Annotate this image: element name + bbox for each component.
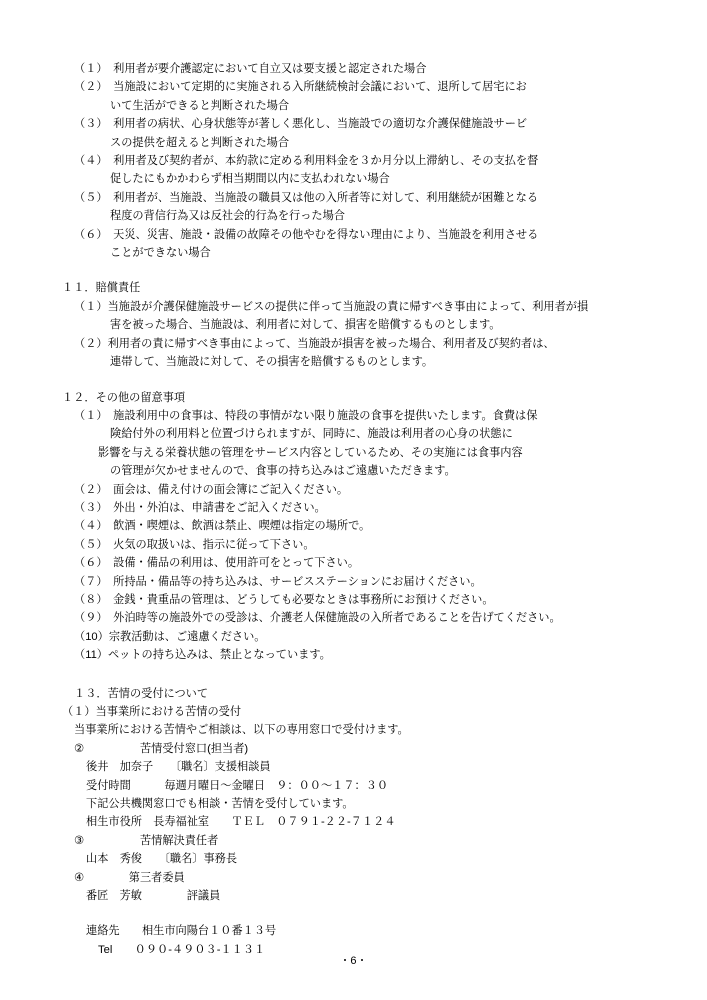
section-13 [62, 685, 645, 906]
list-item: 番匠 芳敏 評議員 [86, 890, 221, 903]
list-item: （４） 利用者及び契約者が、本約款に定める利用料金を３か月分以上滞納し、その支払を督 [74, 155, 539, 168]
list-item: （１） 施設利用中の食事は、特段の事情がない限り施設の食事を提供いたします。食費は保 [74, 409, 538, 422]
list-item: 後井 加奈子 〔職名〕支援相談員 [86, 761, 271, 774]
list-item: （１）当事業所における苦情の受付 [62, 706, 242, 718]
page-number: ・6・ [339, 955, 368, 967]
section-12 [62, 389, 645, 665]
list-item: （１）当施設が介護保健施設サービスの提供に伴って当施設の責に帰すべき事由によって、利用者が損 [74, 300, 589, 313]
contact-address: 連絡先 相生市向陽台１０番１３号 [86, 925, 277, 938]
document-body [62, 60, 645, 959]
spacer [62, 665, 645, 685]
list-item-cont: いて生活ができると判断された場合 [110, 99, 290, 112]
list-item-cont: スの提供を超えると判断された場合 [110, 136, 290, 149]
spacer [62, 372, 645, 389]
list-item: （５） 火気の取扱いは、指示に従って下さい。 [74, 538, 315, 551]
list-item-cont: 連帯して、当施設に対して、その損害を賠償するものとします。 [110, 356, 434, 369]
section-heading: １１．賠償責任 [62, 282, 141, 295]
list-item: 当事業所における苦情やご相談は、以下の専用窓口で受付けます。 [74, 724, 409, 737]
list-item: ② 苦情受付窓口(担当者) [74, 742, 249, 755]
list-item: （11）ペットの持ち込みは、禁止となっています。 [74, 649, 331, 662]
list-item: 下記公共機関窓口でも相談・苦情を受付しています。 [86, 798, 354, 811]
list-item: （８） 金銭・貴重品の管理は、どうしても必要なときは事務所にお預けください。 [74, 593, 494, 606]
spacer [62, 905, 645, 922]
list-item-cont: 険給付外の利用料と位置づけられますが、同時に、施設は利用者の心身の状態に [110, 428, 513, 441]
list-item-cont: 促したにもかかわらず相当期間以内に支払われない場合 [110, 173, 390, 186]
list-item: （２） 当施設において定期的に実施される入所継続検討会議において、退所して居宅にお [74, 81, 527, 94]
list-item: （５） 利用者が、当施設、当施設の職員又は他の入所者等に対して、利用継続が困難となる [74, 191, 539, 204]
list-item: （10）宗教活動は、ご遠慮ください。 [74, 630, 266, 643]
list-item: （３） 利用者の病状、心身状態等が著しく悪化し、当施設での適切な介護保健施設サービ [74, 118, 528, 131]
list-item: （６） 天災、災害、施設・設備の故障その他やむを得ない理由により、当施設を利用させる [74, 228, 539, 241]
spacer [62, 262, 645, 279]
list-item: （２） 面会は、備え付けの面会簿にご記入ください。 [74, 483, 349, 496]
list-item: （６） 設備・備品の利用は、使用許可をとって下さい。 [74, 557, 360, 570]
list-item-cont: 影響を与える栄養状態の管理をサービス内容としているため、その実施には食事内容 [98, 446, 523, 459]
list-item: （７） 所持品・備品等の持ち込みは、サービスステーションにお届けください。 [74, 575, 482, 588]
contact-tel: Tel ０９０-４９０３-１１３１ [98, 943, 266, 956]
list-item: 相生市役所 長寿福祉室 ＴＥＬ ０７９１-２２-７１２４ [86, 816, 396, 829]
list-item: （３） 外出・外泊は、申請書をご記入ください。 [74, 501, 326, 514]
section-heading: １３．苦情の受付について [74, 687, 209, 700]
list-item: （９） 外泊時等の施設外での受診は、介護老人保健施設の入所者であることを告げてください。 [74, 612, 561, 625]
list-item-cont: 害を被った場合、当施設は、利用者に対して、損害を賠償するものとします。 [110, 319, 501, 332]
list-item: （４） 飲酒・喫煙は、飲酒は禁止、喫煙は指定の場所で。 [74, 520, 371, 533]
section-heading: １２．その他の留意事項 [62, 391, 186, 404]
section-11 [62, 279, 645, 371]
list-item: 受付時間 毎週月曜日～金曜日 ９：００～１７：３０ [86, 779, 389, 792]
list-item: （２）利用者の責に帰すべき事由によって、当施設が損害を被った場合、利用者及び契約者は、 [74, 337, 555, 350]
list-item: （１） 利用者が要介護認定において自立又は要支援と認定された場合 [74, 63, 427, 75]
list-item-cont: の管理が欠かせませんので、食事の持ち込みはご遠慮いただきます。 [110, 465, 456, 478]
list-item: ③ 苦情解決責任者 [74, 834, 219, 847]
reasons-list [62, 60, 645, 262]
list-item: ④ 第三者委員 [74, 871, 185, 884]
list-item-cont: 程度の背信行為又は反社会的行為を行った場合 [110, 210, 345, 223]
list-item-cont: ことができない場合 [110, 247, 211, 260]
list-item: 山本 秀俊 〔職名〕事務長 [86, 853, 238, 866]
